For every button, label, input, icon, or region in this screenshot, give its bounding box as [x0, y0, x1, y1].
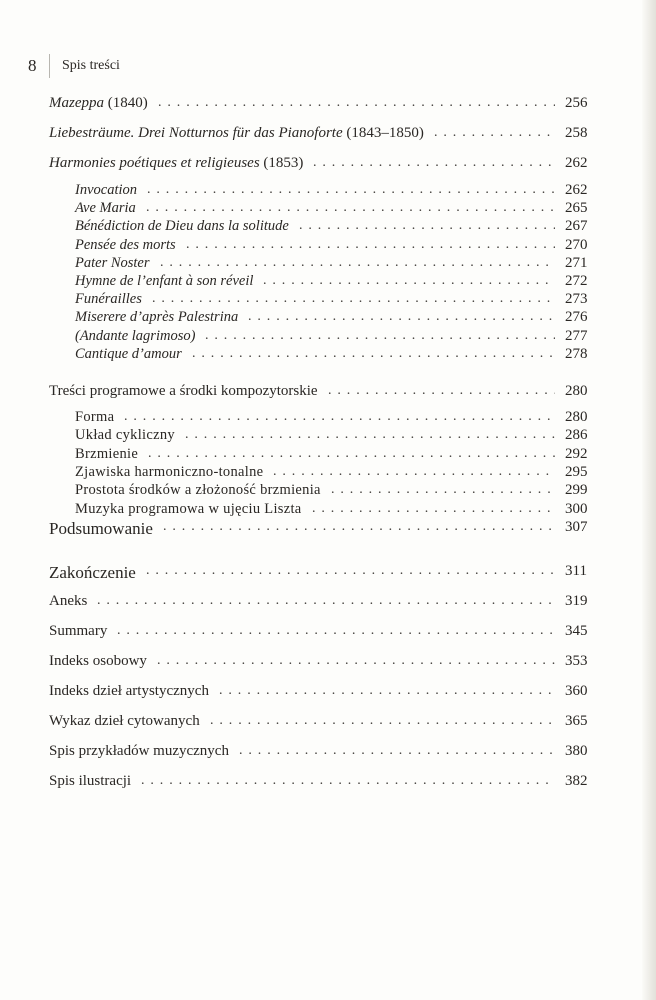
toc-subentry[interactable] — [0, 309, 656, 329]
toc-entry-title: Podsumowanie — [49, 519, 153, 538]
toc-entry-title: Prostota środków a złożoność brzmienia — [75, 482, 321, 499]
running-title: Spis treści — [62, 58, 120, 73]
work-year: (1840) — [104, 95, 148, 111]
toc-entry-title: Hymne de l’enfant à son réveil — [75, 273, 254, 289]
work-year: (1853) — [259, 155, 304, 171]
toc-subentry[interactable] — [0, 182, 656, 202]
dot-leader — [331, 482, 555, 498]
running-header — [0, 54, 656, 78]
toc-page-number: 256 — [565, 95, 588, 111]
toc-page-number: 300 — [565, 500, 588, 517]
toc-entry-title: Muzyka programowa w ujęciu Liszta — [75, 500, 302, 517]
dot-leader — [186, 237, 555, 253]
toc-page-number: 299 — [565, 482, 588, 499]
toc-subentry[interactable] — [0, 291, 656, 311]
toc-page-number: 265 — [565, 200, 588, 217]
toc-entry-title: Funérailles — [75, 291, 142, 308]
dot-leader — [157, 653, 555, 669]
dot-leader — [141, 773, 555, 789]
toc-entry-title: Spis przykładów muzycznych — [49, 743, 229, 759]
toc-page-number: 280 — [565, 383, 588, 399]
toc-page-number: 273 — [565, 291, 588, 308]
work-title: Mazeppa — [49, 95, 104, 111]
dot-leader — [263, 273, 555, 289]
toc-subentry[interactable] — [0, 273, 656, 293]
dot-leader — [117, 623, 555, 639]
toc-entry-title — [49, 95, 154, 112]
toc-entry-title: Pater Noster — [75, 254, 150, 271]
toc-page-number: 271 — [565, 254, 588, 271]
toc-entry[interactable] — [0, 713, 656, 733]
toc-entry-title: Summary — [49, 623, 108, 639]
dot-leader — [192, 346, 555, 362]
toc-subentry[interactable] — [0, 200, 656, 220]
toc-entry[interactable] — [0, 155, 656, 175]
toc-page-number: 262 — [565, 182, 588, 198]
dot-leader — [239, 743, 555, 759]
work-title: Harmonies poétiques et religieuses — [49, 155, 260, 171]
toc-entry[interactable] — [0, 125, 656, 145]
dot-leader — [299, 218, 555, 234]
dot-leader — [312, 501, 555, 517]
toc-entry-title: Forma — [75, 409, 115, 425]
toc-subentry[interactable] — [0, 446, 656, 466]
toc-entry-title: Ave Maria — [75, 200, 136, 217]
toc-page-number: 267 — [565, 218, 588, 235]
toc-entry-title: Indeks osobowy — [49, 653, 147, 669]
toc-entry-title: Indeks dzieł artystycznych — [49, 683, 209, 699]
toc-entry[interactable] — [0, 383, 656, 403]
toc-entry-title — [49, 125, 430, 142]
toc-entry[interactable] — [0, 683, 656, 703]
dot-leader — [313, 155, 555, 171]
toc-page-number: 360 — [565, 683, 588, 699]
toc-page-number: 278 — [565, 345, 588, 362]
toc-page-number: 311 — [565, 563, 587, 579]
toc-entry-title: Cantique d’amour — [75, 345, 182, 362]
toc-entry-title: Układ cykliczny — [75, 427, 175, 444]
toc-entry-title: Brzmienie — [75, 445, 139, 462]
page-number: 8 — [28, 56, 37, 75]
toc-entry-title: Treści programowe a środki kompozytorskie — [49, 383, 318, 399]
toc-entry[interactable] — [0, 563, 656, 583]
dot-leader — [158, 95, 555, 111]
toc-page-number: 292 — [565, 445, 588, 462]
toc-page-number: 365 — [565, 713, 588, 729]
dot-leader — [434, 125, 555, 141]
toc-page-number: 380 — [565, 743, 588, 759]
toc-entry[interactable] — [0, 519, 656, 539]
toc-page-number: 280 — [565, 409, 588, 425]
dot-leader — [147, 182, 555, 198]
toc-subentry[interactable] — [0, 482, 656, 502]
toc-page-number: 270 — [565, 236, 588, 253]
toc-page-number: 262 — [565, 155, 588, 171]
toc-page-number: 345 — [565, 623, 588, 639]
toc-subentry[interactable] — [0, 237, 656, 257]
toc-page-number: 276 — [565, 309, 588, 326]
toc-entry[interactable] — [0, 593, 656, 613]
dot-leader — [160, 255, 555, 271]
dot-leader — [146, 563, 555, 579]
toc-subentry[interactable] — [0, 464, 656, 484]
dot-leader — [146, 200, 555, 216]
dot-leader — [185, 427, 555, 443]
toc-entry-title: Zjawiska harmoniczno-tonalne — [75, 463, 264, 480]
toc-entry-title: Wykaz dzieł cytowanych — [49, 713, 200, 729]
work-title: Liebesträume. Drei Notturnos für das Pianoforte — [49, 125, 343, 141]
toc-page-number: 353 — [565, 653, 588, 669]
dot-leader — [328, 383, 555, 399]
toc-page-number: 307 — [565, 519, 588, 535]
toc-entry[interactable] — [0, 653, 656, 673]
toc-entry[interactable] — [0, 743, 656, 763]
toc-entry-title: Invocation — [75, 182, 138, 198]
toc-entry-title: Miserere d’après Palestrina — [75, 309, 239, 326]
toc-entry[interactable] — [0, 623, 656, 643]
toc-entry[interactable] — [0, 773, 656, 793]
toc-subentry[interactable] — [0, 328, 656, 348]
toc-subentry[interactable] — [0, 346, 656, 366]
toc-subentry[interactable] — [0, 218, 656, 238]
toc-entry-title — [49, 155, 309, 172]
toc-entry-title: Pensée des morts — [75, 236, 176, 253]
toc-entry-title: Spis ilustracji — [49, 773, 132, 789]
toc-entry[interactable] — [0, 95, 656, 115]
dot-leader — [148, 446, 555, 462]
toc-subentry[interactable] — [0, 255, 656, 275]
toc-subentry[interactable] — [0, 409, 656, 429]
dot-leader — [205, 328, 555, 344]
dot-leader — [273, 464, 555, 480]
toc-page-number: 382 — [565, 773, 588, 789]
dot-leader — [152, 291, 555, 307]
toc-page-number: 319 — [565, 593, 588, 609]
toc-subentry[interactable] — [0, 427, 656, 447]
dot-leader — [97, 593, 555, 609]
dot-leader — [219, 683, 555, 699]
toc-page-number: 286 — [565, 427, 588, 444]
toc-page-number: 295 — [565, 463, 588, 480]
toc-page-number: 277 — [565, 327, 588, 344]
dot-leader — [210, 713, 555, 729]
toc-page-number: 258 — [565, 125, 588, 141]
header-divider — [49, 54, 50, 78]
toc-page-number: 272 — [565, 273, 588, 289]
toc-entry-title: Bénédiction de Dieu dans la solitude — [75, 218, 289, 235]
dot-leader — [124, 409, 555, 425]
dot-leader — [248, 309, 555, 325]
work-year: (1843–1850) — [342, 125, 424, 141]
toc-entry-title: Aneks — [49, 593, 88, 609]
toc-entry-title: (Andante lagrimoso) — [75, 327, 196, 344]
toc-subentry[interactable] — [0, 501, 656, 521]
toc-entry-title: Zakończenie — [49, 563, 136, 582]
dot-leader — [163, 519, 555, 535]
